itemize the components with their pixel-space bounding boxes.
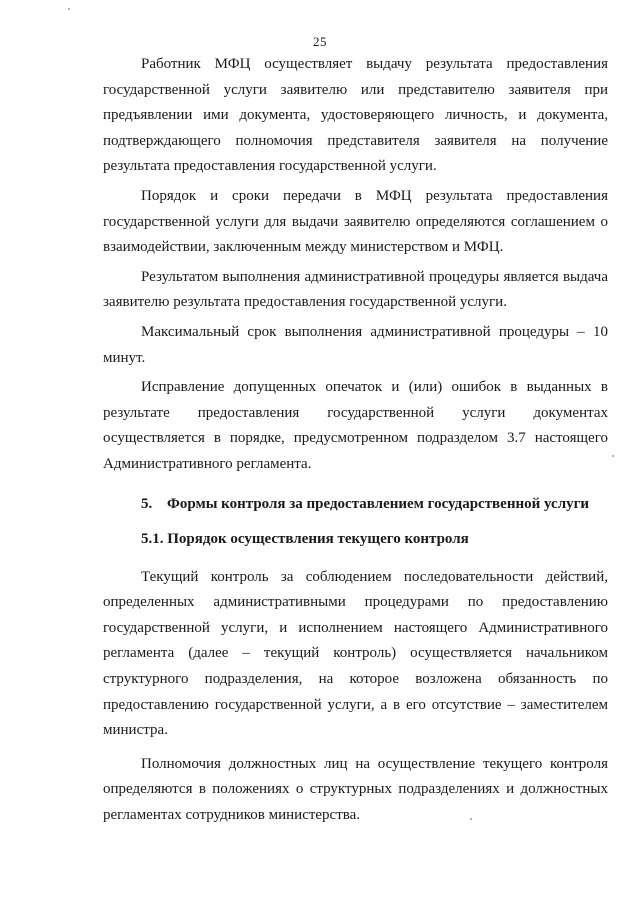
paragraph-authority: Полномочия должностных лиц на осуществление текущего контроля определяются в положениях о структурных подразделениях и должностных регламентах сотрудников министерства. [103,755,608,824]
section-title: Формы контроля за предоставлением государственной услуги [167,495,590,512]
paragraph-corrections: Исправление допущенных опечаток и (или) ошибок в выданных в результате предоставления государственной услуги документах осуществляется в порядке, предусмотренном подразделом 3.7 настоящего Административного регламента. [103,379,608,472]
paragraph-max-duration: Максимальный срок выполнения административной процедуры – 10 минут. [103,323,608,366]
paragraph-mfc-issuance: Работник МФЦ осуществляет выдачу результата предоставления государственной услуги заявителю или представителю заявителя при предъявлении ими документа, удостоверяющего личность, и документа, подтверждающего полномочия представителя заявителя на получение результата предоставления государственной услуги. [103,56,608,175]
paragraph-current-control: Текущий контроль за соблюдением последовательности действий, определенных административными процедурами по предоставлению государственной услуги, и исполнением настоящего Административного регламента (далее – текущий контроль) осуществляется начальником структурного подразделения, на которое возложена обязанность по предоставлению государственной услуги, а в его отсутствие – заместителем министра. [103,568,608,739]
section-number: 5. [141,495,153,512]
document-body [103,52,608,829]
paragraph-procedure-result: Результатом выполнения административной процедуры является выдача заявителю результата предоставления государственной услуги. [103,268,608,311]
section-heading [103,492,608,518]
scan-speck [470,818,472,820]
subsection-heading: 5.1. Порядок осуществления текущего контроля [141,531,469,548]
scan-speck [612,455,614,457]
paragraph-transfer-order: Порядок и сроки передачи в МФЦ результата предоставления государственной услуги для выдачи заявителю определяются соглашением о взаимодействии, заключенным между министерством и МФЦ. [103,187,608,256]
page-number: 25 [313,34,327,49]
scan-speck [68,8,70,10]
